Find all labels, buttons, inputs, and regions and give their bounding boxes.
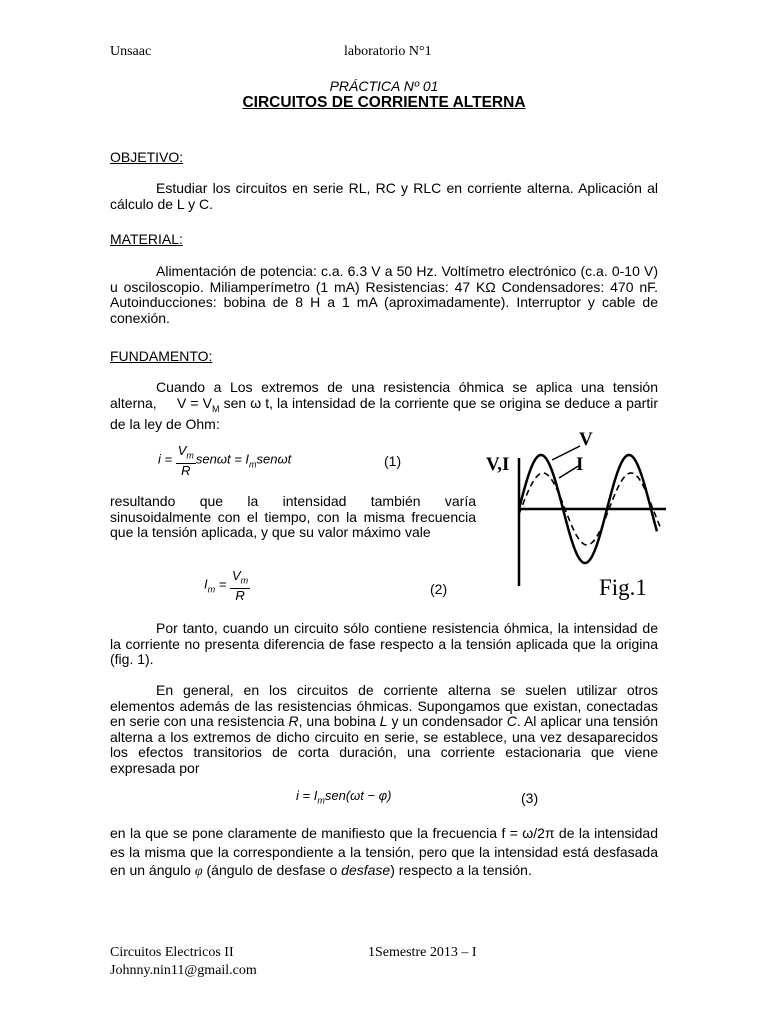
header-institution: Unsaac (110, 44, 152, 59)
fundamento-paragraph-5: en la que se pone claramente de manifiesto que la frecuencia f = ω/2π de la intensidad es la misma que la correspondiente a la tensión, pero que la intensidad está desfasada en un ángulo φ (ángulo de desfase o desfase) respecto a la tensión. (110, 825, 658, 879)
equation-3-number: (3) (521, 790, 539, 806)
equation-2: $I_m$ = $\frac{V_m}{R}$ (204, 568, 249, 603)
objetivo-text: Estudiar los circuitos en serie RL, RC y RLC en corriente alterna. Aplicación al cálculo de L y C. (110, 180, 658, 212)
figure-label-voltage: V (579, 429, 593, 450)
equation-2-number: (2) (430, 581, 448, 597)
figure-1-sine-waves (480, 418, 670, 608)
fundamento-heading: FUNDAMENTO: (110, 348, 213, 364)
footer-email: Johnny.nin11@gmail.com (110, 963, 257, 978)
figure-caption: Fig.1 (599, 575, 647, 600)
practice-label: PRÁCTICA Nº 01 (329, 78, 439, 94)
page-title: CIRCUITOS DE CORRIENTE ALTERNA (242, 94, 526, 111)
figure-label-current: I (576, 454, 584, 475)
footer-semester: 1Semestre 2013 – I (368, 945, 477, 960)
fundamento-paragraph-2: resultando que la intensidad también varía sinusoidalmente con el tiempo, con la misma frecuencia que la tensión aplicada, y que su valor máximo vale (110, 493, 476, 541)
equation-1: i = $\frac{V_m}{R}$ $sen\omega t = I_msen\omega t$ (158, 443, 292, 478)
equation-1-number: (1) (384, 453, 402, 469)
fundamento-paragraph-1: Cuando a Los extremos de una resistencia óhmica se aplica una tensión alterna, $V = V_M$ sen ω t, la intensidad de la corriente que se origina se deduce a partir de la ley de Ohm: (110, 379, 658, 432)
figure-axis-label: V,I (486, 454, 510, 475)
fundamento-paragraph-4: En general, en los circuitos de corriente alterna se suelen utilizar otros elementos además de las resistencias óhmicas. Supongamos que existan, conectadas en serie con una resistencia R, una bobina L y un condensador C. Al aplicar una tensión alterna a los extremos de dicho circuito en serie, se establece, una vez desaparecidos los efectos transitorios de corta duración, una corriente estacionaria que viene expresada por (110, 682, 658, 776)
material-heading: MATERIAL: (110, 231, 183, 247)
header-lab-number: laboratorio N°1 (344, 44, 432, 59)
fundamento-paragraph-3: Por tanto, cuando un circuito sólo contiene resistencia óhmica, la intensidad de la corriente no presenta diferencia de fase respecto a la tensión aplicada que la origina (fig. 1). (110, 620, 658, 668)
equation-3: $i = I_msen(\omega t - \varphi)$ (296, 788, 392, 806)
footer-course: Circuitos Electricos II (110, 945, 234, 960)
material-text: Alimentación de potencia: c.a. 6.3 V a 50 Hz. Voltímetro electrónico (c.a. 0-10 V) u osciloscopio. Miliamperímetro (1 mA) Resistencias: 47 KΩ Condensadores: 470 nF. Autoinducciones: bobina de 8 H a 1 mA (aproximadamente). Interruptor y cable de conexión. (110, 263, 658, 326)
objetivo-heading: OBJETIVO: (110, 149, 184, 165)
